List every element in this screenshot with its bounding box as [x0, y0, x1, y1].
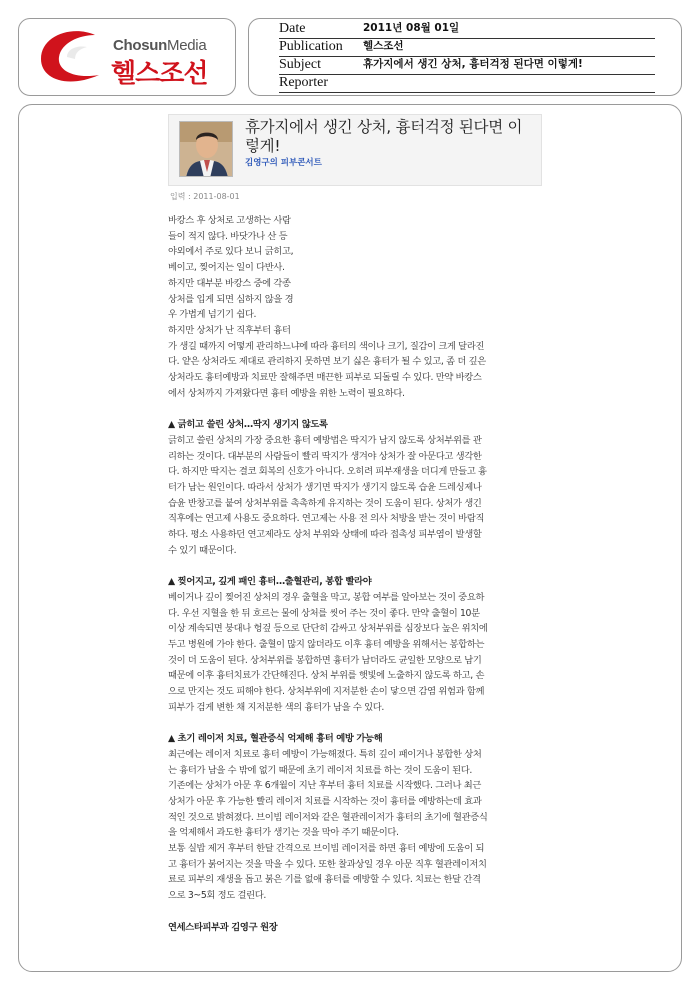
subject-value: 휴가지에서 생긴 상처, 흉터걱정 된다면 이렇게! — [363, 58, 583, 70]
section3-line: 으로 3~5회 정도 걸린다. — [168, 890, 267, 902]
section3-paragraph — [168, 747, 542, 904]
brand-en-suffix: Media — [167, 37, 207, 54]
intro-line: 우 가볍게 넘기기 쉽다. — [168, 309, 257, 321]
intro-line: 베이고, 찢어지는 일이 다반사. — [168, 262, 285, 274]
intro-paragraph — [168, 213, 542, 401]
meta-row-date — [279, 20, 655, 39]
section2-line: 이상 계속되면 붕대나 헝겊 등으로 단단히 감싸고 상처부위를 심장보다 높은 위치에 — [168, 623, 488, 635]
section2-line: 다. 우선 지혈을 한 뒤 흐르는 물에 상처를 씻어 주는 것이 좋다. 만약 출혈이 10분 — [168, 607, 480, 619]
section3-line: 는 흉터가 남을 수 밖에 없기 때문에 초기 레이저 치료를 하는 것이 도움이 된다. — [168, 764, 473, 776]
author-portrait-icon — [180, 122, 233, 177]
section3-line: 기존에는 상처가 아문 후 6개월이 지난 후부터 흉터 치료를 시작했다. 그러나 최근 — [168, 780, 482, 792]
section3-line: 최근에는 레이저 치료로 흉터 예방이 가능해졌다. 특히 깊이 패이거나 봉합한 상처 — [168, 748, 482, 760]
section2-title: ▲ 찢어지고, 깊게 패인 흉터…출혈관리, 봉합 빨라야 — [168, 576, 372, 588]
intro-line: 들이 적지 않다. 바닷가나 산 등 — [168, 230, 288, 242]
intro-line: 상처를 입게 되면 심하지 않을 경 — [168, 293, 294, 305]
intro-line: 야외에서 주로 있다 보니 긁히고, — [168, 246, 294, 258]
meta-row-publication — [279, 38, 655, 57]
column-author-link[interactable]: 김영구의 피부콘서트 — [245, 158, 322, 168]
date-value: 2011년 08월 01일 — [363, 22, 460, 34]
section1-line: 습윤 반창고를 붙여 상처부위를 촉촉하게 유지하는 것이 도움이 된다. 상처가 생긴 — [168, 497, 482, 509]
section2-line: 으로 만지는 것도 피해야 한다. 상처부위에 지저분한 손이 닿으면 감염 위험과 함께 — [168, 686, 485, 698]
section2-line: 것이 더 도움이 된다. 상처부위를 봉합하면 흉터가 남더라도 균일한 모양으로 남기 — [168, 654, 482, 666]
publication-value: 헬스조선 — [363, 40, 404, 52]
section1-title: ▲ 긁히고 쓸린 상처…딱지 생기지 않도록 — [168, 419, 328, 431]
article-header — [168, 114, 542, 186]
meta-box — [248, 18, 682, 96]
intro-line: 상처라도 흉터예방과 치료만 잘해주면 매끈한 피부로 되돌릴 수 있다. 만약 바캉스 — [168, 372, 482, 384]
meta-row-subject — [279, 56, 655, 75]
article-title — [245, 118, 539, 156]
section2-line: 베이거나 깊이 찢어진 상처의 경우 출혈을 막고, 봉합 여부를 알아보는 것이 중요하 — [168, 591, 485, 603]
logo-box — [18, 18, 236, 96]
intro-line: 다. 얕은 상처라도 제대로 관리하지 못하면 보기 싫은 흉터가 될 수 있고, 좀 더 깊은 — [168, 356, 486, 368]
section3-line: 상처가 아문 후 가능한 빨리 레이저 치료를 시작하는 것이 흉터를 예방하는데 효과 — [168, 795, 482, 807]
section1-line: 하다. 평소 사용하던 연고제라도 상처 부위와 상태에 따라 접촉성 피부염이 발생할 — [168, 529, 482, 541]
intro-line: 가 생길 때까지 어떻게 관리하느냐에 따라 흉터의 색이나 크기, 질감이 크게 달라진 — [168, 340, 485, 352]
chosun-media-logo-icon — [33, 27, 113, 89]
section1-line: 직후에는 연고제 사용도 중요하다. 연고제는 사용 전 의사 처방을 받는 것이 바람직 — [168, 513, 485, 525]
section3-line: 고 흉터가 붉어지는 것을 막을 수 있다. 또한 찰과상일 경우 아문 직후 혈관레이저치 — [168, 858, 487, 870]
section2-line: 때문에 이후 흉터치료가 간단해진다. 상처 부위를 햇빛에 노출하지 않도록 하고, 손 — [168, 670, 485, 682]
section1-line: 긁히고 쓸린 상처의 가장 중요한 흉터 예방법은 딱지가 남지 않도록 상처부위를 관 — [168, 434, 482, 446]
section2-line: 두고 병원에 가야 한다. 출혈이 많지 않더라도 이후 흉터 예방을 위해서는 봉합하는 — [168, 638, 485, 650]
section3-title: ▲ 초기 레이저 치료, 혈관증식 억제해 흉터 예방 가능해 — [168, 733, 383, 745]
intro-line: 하지만 대부분 바캉스 중에 각종 — [168, 277, 291, 289]
section1-line: 리하는 것이다. 대부분의 사람들이 빨리 딱지가 생겨야 상처가 잘 아문다고 생각한 — [168, 450, 482, 462]
section1-line: 수 있기 때문이다. — [168, 544, 237, 556]
article-date: 입력 : 2011-08-01 — [170, 192, 240, 201]
section1-line: 다. 하지만 딱지는 결코 회복의 신호가 아니다. 오히려 피부재생을 더디게 만들고 흉 — [168, 466, 487, 478]
publication-label: Publication — [279, 39, 343, 54]
date-label: Date — [279, 21, 306, 36]
intro-line: 에서 상처까지 가져왔다면 흉터 예방을 위한 노력이 필요하다. — [168, 387, 405, 399]
section3-line: 보통 실밥 제거 후부터 한달 간격으로 브이빔 레이저를 하면 흉터 예방에 도움이 되 — [168, 843, 485, 855]
author-photo — [179, 121, 233, 177]
brand-en-prefix: Chosun — [113, 37, 168, 54]
section2-paragraph — [168, 590, 542, 716]
brand-english — [113, 37, 206, 54]
section2-line: 피부가 검게 변한 채 지저분한 색의 흉터가 남을 수 있다. — [168, 701, 384, 713]
intro-line: 하지만 상처가 난 직후부터 흉터 — [168, 324, 291, 336]
section3-line: 적인 것으로 밝혀졌다. 브이빔 레이저와 같은 혈관레이저가 흉터의 초기에 혈관증식 — [168, 811, 488, 823]
article-title-line1: 휴가지에서 생긴 상처, 흉터걱정 된다면 이 — [245, 118, 523, 136]
section3-line: 료로 피부의 재생을 돕고 붉은 기를 없애 흉터를 예방할 수 있다. 치료는 한달 간격 — [168, 874, 481, 886]
section1-paragraph — [168, 433, 542, 559]
subject-label: Subject — [279, 57, 321, 72]
article-title-line2: 렇게! — [245, 137, 281, 155]
intro-line: 바캉스 후 상처로 고생하는 사람 — [168, 215, 291, 226]
section3-line: 을 억제해서 과도한 흉터가 생기는 것을 막아 주기 때문이다. — [168, 827, 399, 839]
signature: 연세스타피부과 김영구 원장 — [168, 921, 278, 933]
section1-line: 터가 남는 원인이다. 따라서 상처가 생기면 딱지가 생기지 않도록 습윤 드레싱제나 — [168, 481, 482, 493]
meta-row-reporter — [279, 74, 655, 93]
brand-korean: 헬스조선 — [111, 59, 208, 89]
article-body — [168, 213, 542, 935]
reporter-label: Reporter — [279, 75, 328, 90]
